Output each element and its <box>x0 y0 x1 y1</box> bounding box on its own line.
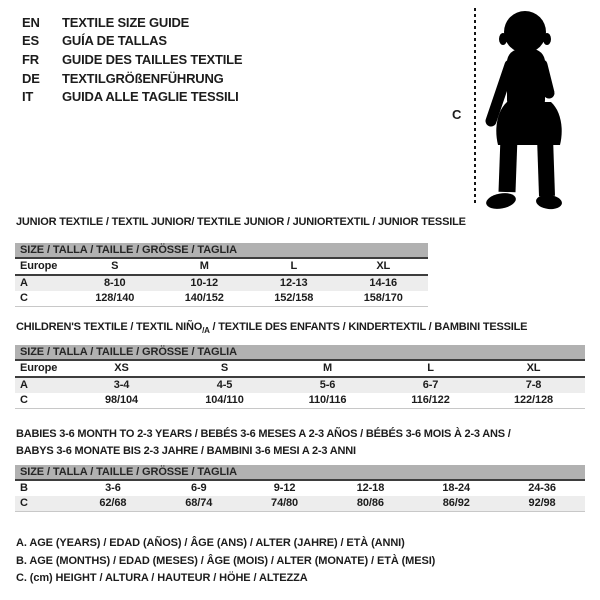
cell: 140/152 <box>160 291 250 307</box>
cell: 7-8 <box>482 377 585 393</box>
language-title-list <box>22 13 242 106</box>
table-row <box>15 275 428 291</box>
size-column: XL <box>339 258 429 275</box>
cell: 86/92 <box>413 496 499 512</box>
cell: 14-16 <box>339 275 429 291</box>
size-column: S <box>173 360 276 377</box>
language-title: TEXTILE SIZE GUIDE <box>62 14 190 30</box>
language-title: GUIDA ALLE TAGLIE TESSILI <box>62 89 239 105</box>
language-title: TEXTILGRÖßENFÜHRUNG <box>62 70 224 86</box>
language-code: IT <box>22 89 34 105</box>
title-line-2: BABYS 3-6 MONATE BIS 2-3 JAHRE / BAMBINI 3-6 MESI A 2-3 ANNI <box>16 445 356 457</box>
title-part: CHILDREN'S TEXTILE / TEXTIL NIÑO <box>16 321 203 333</box>
table-row <box>15 291 428 307</box>
size-column: XS <box>70 360 173 377</box>
title-line-1: BABIES 3-6 MONTH TO 2-3 YEARS / BEBÉS 3-6 MESES A 2-3 AÑOS / BÉBÉS 3-6 MOIS À 2-3 ANS / <box>16 428 511 440</box>
table-row <box>15 496 585 512</box>
size-header-label: SIZE / TALLA / TAILLE / GRÖSSE / TAGLIA <box>15 243 428 258</box>
size-column: M <box>276 360 379 377</box>
language-title: GUIDE DES TAILLES TEXTILE <box>62 51 243 67</box>
height-measure-dashed-line <box>474 8 476 206</box>
cell: 6-7 <box>379 377 482 393</box>
language-row <box>22 69 242 88</box>
language-row <box>22 32 242 51</box>
row-label: A <box>15 275 70 291</box>
column-header-row <box>15 258 428 275</box>
cell: 116/122 <box>379 393 482 409</box>
size-header-label: SIZE / TALLA / TAILLE / GRÖSSE / TAGLIA <box>15 345 585 360</box>
language-row <box>22 13 242 32</box>
title-part: / TEXTILE DES ENFANTS / KINDERTEXTIL / BAMBINI TESSILE <box>209 321 528 333</box>
cell: 8-10 <box>70 275 160 291</box>
size-header-label: SIZE / TALLA / TAILLE / GRÖSSE / TAGLIA <box>15 465 585 480</box>
children-size-table <box>15 345 585 409</box>
cell: 18-24 <box>442 482 471 494</box>
cell: 128/140 <box>70 291 160 307</box>
language-code: DE <box>22 70 40 86</box>
babies-table-title <box>16 426 591 460</box>
cell: 122/128 <box>482 393 585 409</box>
junior-size-table <box>15 243 428 307</box>
cell: 74/80 <box>242 496 328 512</box>
cell: 6-9 <box>190 482 207 494</box>
cell: 104/110 <box>173 393 276 409</box>
cell: 12-18 <box>356 482 385 494</box>
size-column: L <box>249 258 339 275</box>
row-label: C <box>15 393 70 409</box>
column-header-row <box>15 360 585 377</box>
cell: 3-4 <box>70 377 173 393</box>
row-label: C <box>15 291 70 307</box>
cell: 62/68 <box>70 496 156 512</box>
cell: 4-5 <box>173 377 276 393</box>
row-label: C <box>15 496 70 512</box>
footnote-b: B. AGE (MONTHS) / EDAD (MESES) / ÂGE (MOIS) / ALTER (MONATE) / ETÀ (MESI) <box>16 554 436 567</box>
size-column: XL <box>482 360 585 377</box>
cell: 158/170 <box>339 291 429 307</box>
cell: 92/98 <box>499 496 585 512</box>
region-label: Europe <box>15 360 70 377</box>
cell: 98/104 <box>70 393 173 409</box>
size-header-row <box>15 243 428 258</box>
junior-table-title: JUNIOR TEXTILE / TEXTIL JUNIOR/ TEXTILE JUNIOR / JUNIORTEXTIL / JUNIOR TESSILE <box>16 216 466 228</box>
region-label: Europe <box>15 258 70 275</box>
cell: 152/158 <box>249 291 339 307</box>
footnote-a: A. AGE (YEARS) / EDAD (AÑOS) / ÂGE (ANS) / ALTER (JAHRE) / ETÀ (ANNI) <box>16 537 405 549</box>
title-subscript: /A <box>202 326 210 336</box>
size-column: L <box>379 360 482 377</box>
size-header-row <box>15 345 585 360</box>
babies-size-table <box>15 465 585 512</box>
language-title: GUÍA DE TALLAS <box>62 33 167 49</box>
children-table-title <box>16 321 527 335</box>
cell: 5-6 <box>276 377 379 393</box>
language-row <box>22 87 242 106</box>
language-row <box>22 50 242 69</box>
size-column: M <box>160 258 250 275</box>
language-code: EN <box>22 14 40 30</box>
row-label: A <box>15 377 70 393</box>
language-code: FR <box>22 51 39 67</box>
cell: 24-36 <box>528 482 556 494</box>
footnote-legend <box>16 537 435 590</box>
footnote-c: C. (cm) HEIGHT / ALTURA / HAUTEUR / HÖHE / ALTEZZA <box>16 572 308 585</box>
cell: 10-12 <box>160 275 250 291</box>
cell: 68/74 <box>156 496 242 512</box>
cell: 3-6 <box>105 482 121 494</box>
cell: 80/86 <box>327 496 413 512</box>
cell: 12-13 <box>249 275 339 291</box>
height-measure-label: C <box>452 107 462 122</box>
table-row <box>15 377 585 393</box>
table-row <box>15 480 585 496</box>
cell: 110/116 <box>276 393 379 409</box>
size-column: S <box>70 258 160 275</box>
table-row <box>15 393 585 409</box>
cell: 9-12 <box>273 482 296 494</box>
size-header-row <box>15 465 585 480</box>
language-code: ES <box>22 33 39 49</box>
toddler-silhouette-icon <box>485 9 573 211</box>
row-label: B <box>20 482 28 494</box>
